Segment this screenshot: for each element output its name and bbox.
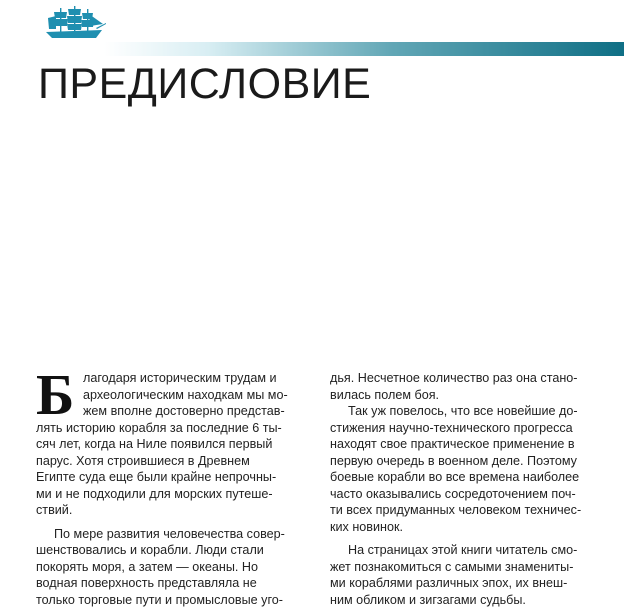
text-line: ти всех придуманных человеком техничес- xyxy=(330,502,606,519)
drop-cap-letter: Б xyxy=(36,362,74,427)
text-line: дья. Несчетное количество раз она стано- xyxy=(330,370,606,387)
text-line: часто оказывались сосредоточением поч- xyxy=(330,486,606,503)
text-line: археологическим находкам мы мо- xyxy=(36,387,312,404)
text-line: жет познакомиться с самыми знамениты- xyxy=(330,559,606,576)
sailing-ship-icon xyxy=(40,4,106,40)
text-line: ствий. xyxy=(36,502,312,519)
text-line: первую очередь в военном деле. Поэтому xyxy=(330,453,606,470)
text-line: Так уж повелось, что все новейшие до- xyxy=(330,403,606,420)
text-line: сяч лет, когда на Ниле появился первый xyxy=(36,436,312,453)
text-line: ких новинок. xyxy=(330,519,606,536)
paragraph xyxy=(330,542,606,608)
text-line: На страницах этой книги читатель смо- xyxy=(330,542,606,559)
text-line: ми кораблями различных эпох, их внеш- xyxy=(330,575,606,592)
text-line: водная поверхность представляла не xyxy=(36,575,312,592)
text-line: покорять моря, а затем — океаны. Но xyxy=(36,559,312,576)
paragraph xyxy=(36,526,312,608)
text-column-left xyxy=(36,370,312,608)
header-gradient-bar xyxy=(104,42,624,56)
page-title: ПРЕДИСЛОВИЕ xyxy=(38,63,371,106)
text-line: ним обликом и зигзагами судьбы. xyxy=(330,592,606,608)
text-line: шенствовались и корабли. Люди стали xyxy=(36,542,312,559)
text-line: лять историю корабля за последние 6 ты- xyxy=(36,420,312,437)
text-line: вилась полем боя. xyxy=(330,387,606,404)
text-line: ми и не подходили для морских путеше- xyxy=(36,486,312,503)
text-column-right xyxy=(330,370,606,608)
text-line: только торговые пути и промысловые уго- xyxy=(36,592,312,608)
drop-cap xyxy=(36,372,78,418)
text-line: По мере развития человечества совер- xyxy=(36,526,312,543)
text-line: жем вполне достоверно представ- xyxy=(36,403,312,420)
text-line: боевые корабли во все времена наиболее xyxy=(330,469,606,486)
text-line: парус. Хотя строившиеся в Древнем xyxy=(36,453,312,470)
text-line: Египте суда еще были крайне непрочны- xyxy=(36,469,312,486)
paragraph xyxy=(330,370,606,403)
text-line: стижения научно-технического прогресса xyxy=(330,420,606,437)
text-line: лагодаря историческим трудам и xyxy=(36,370,312,387)
text-line: находят свое практическое применение в xyxy=(330,436,606,453)
paragraph xyxy=(330,403,606,535)
